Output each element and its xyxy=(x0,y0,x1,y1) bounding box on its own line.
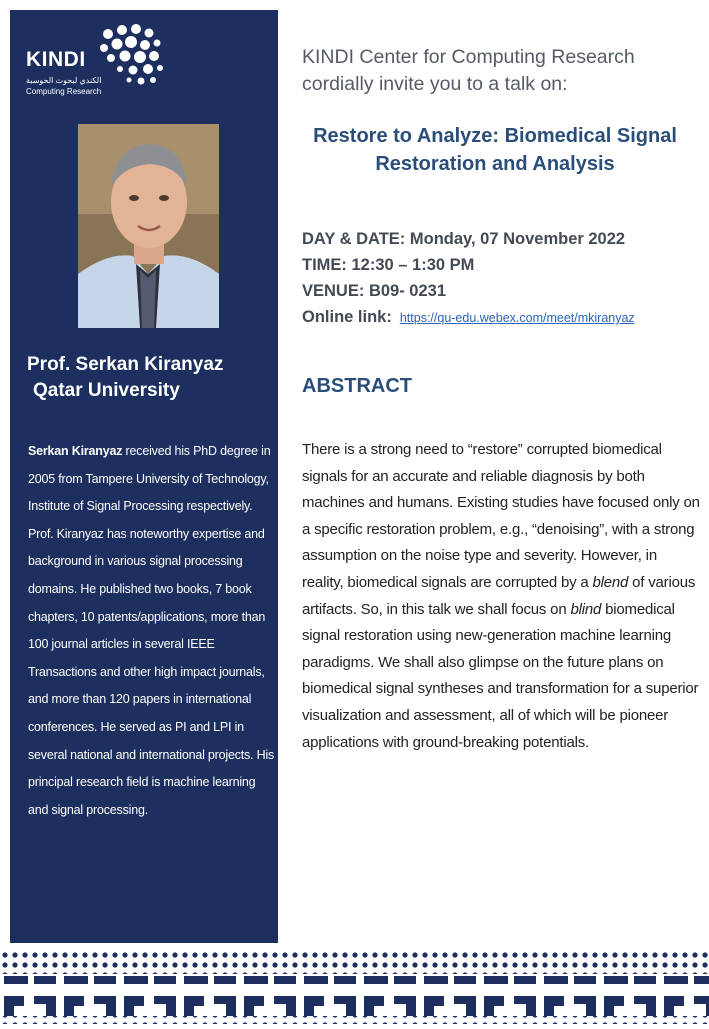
abstract-heading: ABSTRACT xyxy=(302,375,412,397)
logo-arabic-text: الكندي لبحوث الحوسبة xyxy=(26,76,102,85)
time-row xyxy=(302,252,702,278)
date-value: Monday, 07 November 2022 xyxy=(409,230,626,248)
abstract-emphasis-blend: blend xyxy=(592,573,629,591)
online-link[interactable]: https://qu-edu.webex.com/meet/mkiranyaz xyxy=(399,311,635,325)
decorative-pattern-border xyxy=(0,950,709,1024)
venue-row xyxy=(302,278,702,304)
abstract-part-3: biomedical signal restoration using new-generation machine learning paradigms. We shall also glimpse on the future plans on biomedical signal syntheses and transformation for a superior visualization and assessment, all of which will be pioneer applications with ground-breaking potentials. xyxy=(302,600,699,751)
abstract-part-1: There is a strong need to “restore” corrupted biomedical signals for an accurate and reliable diagnosis by both machines and humans. Existing studies have focused only on a specific restoration problem, e.g., “denoising”, with a strong assumption on the noise type and severity. However, in reality, biomedical signals are corrupted by a xyxy=(302,441,700,591)
abstract-text xyxy=(302,437,702,756)
speaker-affiliation: Qatar University xyxy=(33,380,180,401)
abstract-part-2: of various artifacts. So, in this talk we shall focus on xyxy=(302,573,696,618)
date-row xyxy=(302,226,702,252)
event-details xyxy=(302,226,702,331)
speaker-photo xyxy=(78,124,219,328)
time-value: 12:30 – 1:30 PM xyxy=(351,256,475,274)
invitation-org: KINDI Center for Computing Research xyxy=(302,46,635,68)
date-label: DAY & DATE: xyxy=(302,230,410,248)
abstract-emphasis-blind: blind xyxy=(570,600,602,618)
online-link-label: Online link: xyxy=(302,308,392,326)
invitation-line: cordially invite you to a talk on: xyxy=(302,73,568,95)
invitation-text xyxy=(302,44,702,98)
talk-title: Restore to Analyze: Biomedical Signal Restoration and Analysis xyxy=(313,125,677,175)
speaker-name: Prof. Serkan Kiranyaz xyxy=(27,354,224,375)
bio-speaker-name: Serkan Kiranyaz xyxy=(28,444,123,458)
online-link-row xyxy=(302,304,702,331)
speaker-bio xyxy=(28,438,276,824)
venue-value: B09- 0231 xyxy=(368,282,446,300)
bio-text: received his PhD degree in 2005 from Tampere University of Technology, Institute of Signal Processing respectively. Prof. Kiranyaz has noteworthy expertise and background in various signal processing domains. He published two books, 7 book chapters, 10 patents/applications, more than 100 journal articles in several IEEE Transactions and other high impact journals, and more than 120 papers in international conferences. He served as PI and LPI in several national and international projects. His principal research field is machine learning and signal processing. xyxy=(28,444,275,817)
speaker-sidebar xyxy=(10,10,278,943)
logo-subtitle: Computing Research xyxy=(26,87,102,96)
venue-label: VENUE: xyxy=(302,282,369,300)
speaker-name-block xyxy=(27,352,223,404)
time-label: TIME: xyxy=(302,256,352,274)
kindi-logo xyxy=(26,20,166,100)
logo-wordmark: KINDI xyxy=(26,48,86,71)
kindi-logo-icon xyxy=(98,24,168,90)
